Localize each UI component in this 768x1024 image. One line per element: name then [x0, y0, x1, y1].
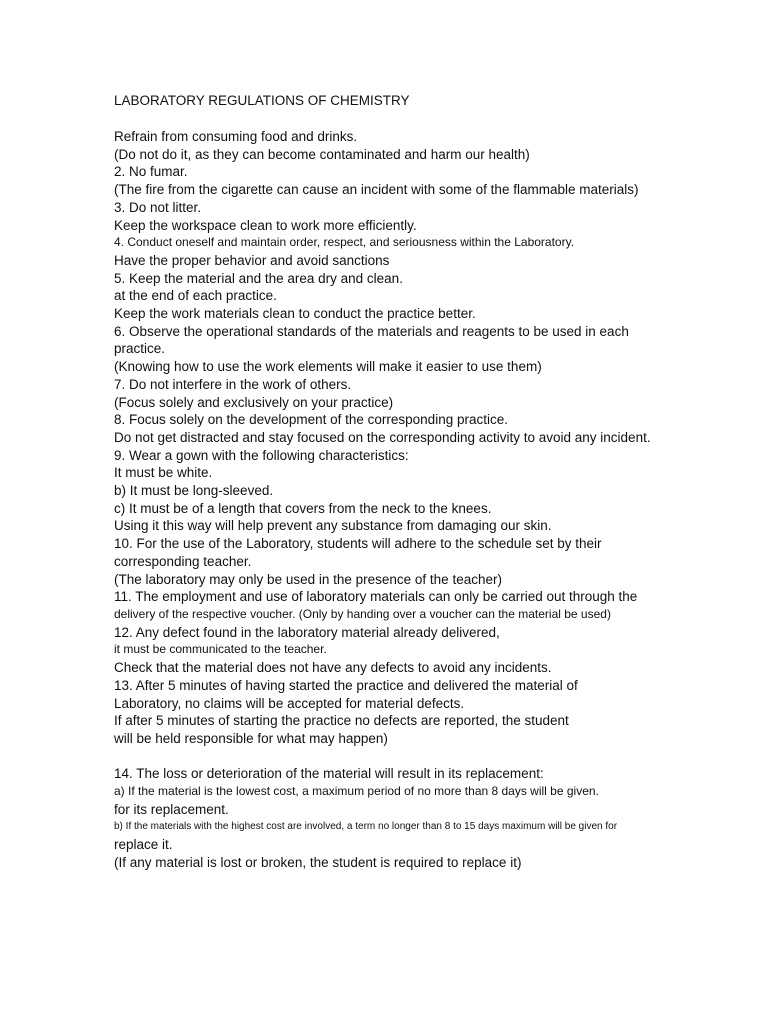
document-body	[114, 128, 754, 872]
regulation-line: for its replacement.	[114, 801, 229, 817]
regulation-line: 4. Conduct oneself and maintain order, respect, and seriousness within the Laboratory.	[114, 235, 575, 250]
regulation-line: Laboratory, no claims will be accepted for material defects.	[114, 695, 465, 711]
regulation-line: (If any material is lost or broken, the student is required to replace it)	[114, 854, 522, 870]
regulation-line: It must be white.	[114, 465, 213, 481]
regulation-line: c) It must be of a length that covers from the neck to the knees.	[114, 500, 492, 516]
regulation-line: Keep the workspace clean to work more efficiently.	[114, 217, 417, 233]
regulation-line: corresponding teacher.	[114, 553, 252, 569]
regulation-line: Have the proper behavior and avoid sanctions	[114, 252, 390, 268]
regulation-line: 3. Do not litter.	[114, 199, 202, 215]
regulation-line: (Do not do it, as they can become contaminated and harm our health)	[114, 146, 530, 162]
regulation-line: 11. The employment and use of laboratory materials can only be carried out through the	[114, 589, 638, 605]
regulation-line: 14. The loss or deterioration of the material will result in its replacement:	[114, 766, 544, 782]
regulation-line: 9. Wear a gown with the following characteristics:	[114, 447, 409, 463]
regulation-line: 5. Keep the material and the area dry and clean.	[114, 270, 403, 286]
document-title: LABORATORY REGULATIONS OF CHEMISTRY	[114, 93, 410, 108]
regulation-line: Do not get distracted and stay focused on the corresponding activity to avoid any incident.	[114, 429, 651, 445]
regulation-line: replace it.	[114, 837, 173, 853]
regulation-line: 6. Observe the operational standards of the materials and reagents to be used in each	[114, 323, 629, 339]
regulation-line: 8. Focus solely on the development of the corresponding practice.	[114, 412, 508, 428]
regulation-line: it must be communicated to the teacher.	[114, 642, 327, 657]
regulation-line: b) If the materials with the highest cost are involved, a term no longer than 8 to 15 days maximum will be given for	[114, 821, 618, 833]
regulation-line: (The fire from the cigarette can cause an incident with some of the flammable materials)	[114, 182, 639, 198]
regulation-line: delivery of the respective voucher. (Only by handing over a voucher can the material be used)	[114, 606, 611, 621]
regulation-line: will be held responsible for what may happen)	[114, 730, 388, 746]
regulation-line: Check that the material does not have any defects to avoid any incidents.	[114, 660, 552, 676]
regulation-line: practice.	[114, 341, 166, 357]
regulation-line: 13. After 5 minutes of having started the practice and delivered the material of	[114, 677, 578, 693]
regulation-line: 12. Any defect found in the laboratory material already delivered,	[114, 624, 500, 640]
regulation-line: at the end of each practice.	[114, 288, 277, 304]
regulation-line: Keep the work materials clean to conduct the practice better.	[114, 306, 476, 322]
regulation-line: (The laboratory may only be used in the presence of the teacher)	[114, 571, 502, 587]
regulation-line: 2. No fumar.	[114, 164, 188, 180]
regulation-line: b) It must be long-sleeved.	[114, 483, 274, 499]
regulation-line: 10. For the use of the Laboratory, students will adhere to the schedule set by their	[114, 536, 602, 552]
regulation-line: (Knowing how to use the work elements will make it easier to use them)	[114, 359, 542, 375]
regulation-line: a) If the material is the lowest cost, a maximum period of no more than 8 days will be given.	[114, 784, 599, 798]
blank-line	[114, 748, 754, 766]
regulation-line: If after 5 minutes of starting the practice no defects are reported, the student	[114, 713, 569, 729]
regulation-line: (Focus solely and exclusively on your practice)	[114, 394, 394, 410]
regulation-line: Refrain from consuming food and drinks.	[114, 129, 358, 144]
regulation-line: Using it this way will help prevent any substance from damaging our skin.	[114, 518, 552, 534]
regulation-line: 7. Do not interfere in the work of others.	[114, 376, 352, 392]
